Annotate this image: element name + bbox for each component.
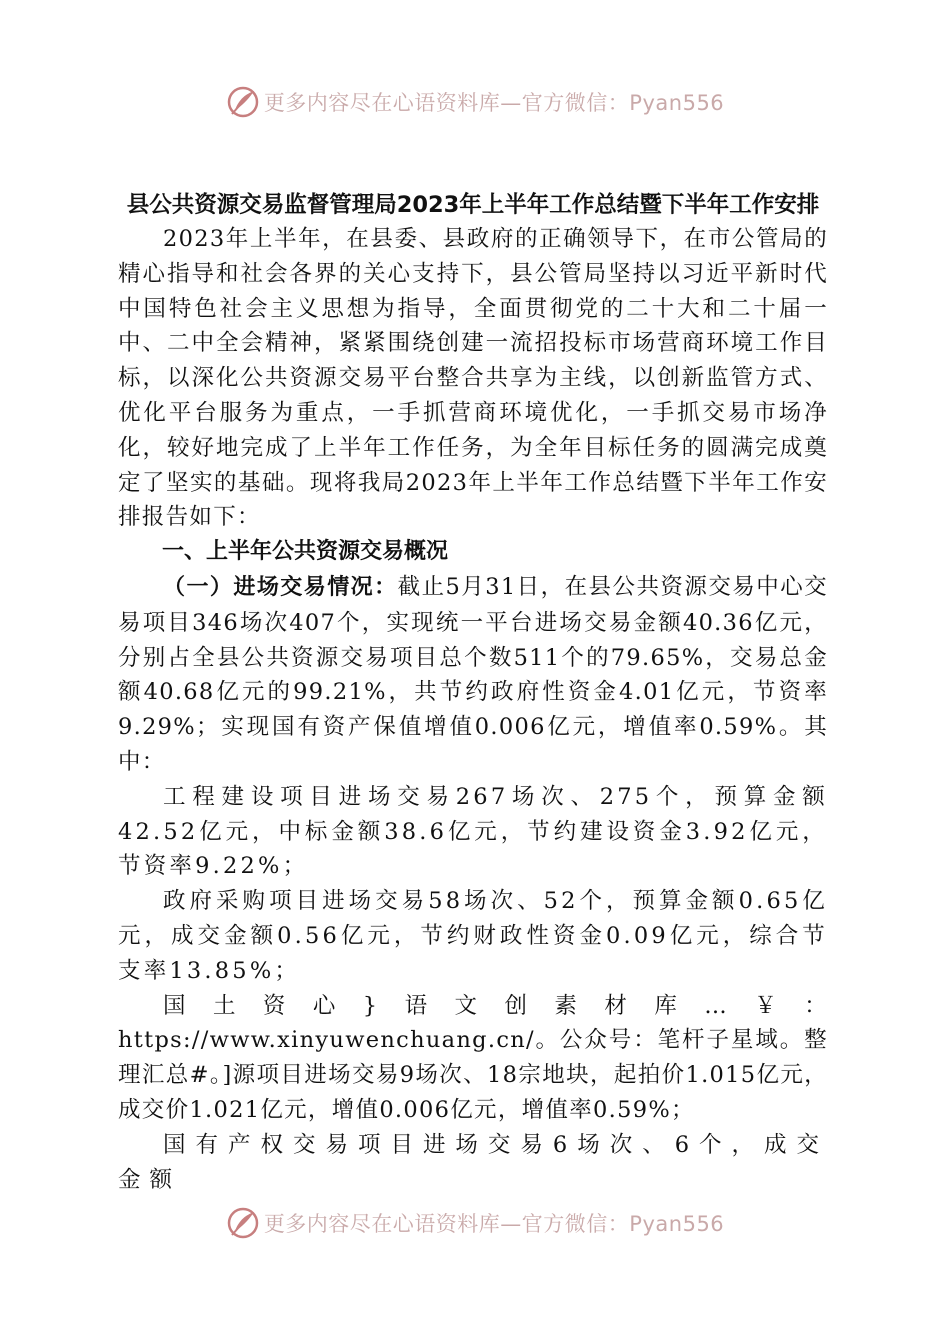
watermark-banner-top [0,82,950,122]
property-paragraph: 国有产权交易项目进场交易6场次、6个，成交金额 [118,1131,828,1193]
document-page [118,188,828,1197]
feather-circle-logo-icon [226,1206,260,1240]
feather-circle-logo-icon [226,85,260,119]
watermark-text: 更多内容尽在心语资料库—官方微信：Pyan556 [263,1212,725,1236]
land-paragraph: 国土资心}语文创素材库…￥：https://www.xinyuwenchuang.cn/。公众号：笔杆子星域。整理汇总#。]源项目进场交易9场次、18宗地块，起拍价1.015亿元，成交价1.021亿元，增值0.006亿元，增值率0.59%； [118,992,828,1123]
section-heading: 一、上半年公共资源交易概况 [162,539,449,565]
subsection-heading: （一）进场交易情况： [163,574,398,600]
watermark-text: 更多内容尽在心语资料库—官方微信：Pyan556 [263,91,725,115]
watermark-banner-bottom [0,1203,950,1243]
subsection-text: 截止5月31日，在县公共资源交易中心交易项目346场次407个，实现统一平台进场交易金额40.36亿元，分别占全县公共资源交易项目总个数511个的79.65%，交易总金额40.68亿元的99.21%，共节约政府性资金4.01亿元，节资率9.29%；实现国有资产保值增值0.006亿元，增值率0.59%。其中： [118,573,828,775]
document-title: 县公共资源交易监督管理局2023年上半年工作总结暨下半年工作安排 [126,192,820,218]
engineering-paragraph: 工程建设项目进场交易267场次、275个，预算金额42.52亿元，中标金额38.6亿元，节约建设资金3.92亿元，节资率9.22%； [118,783,828,880]
procurement-paragraph: 政府采购项目进场交易58场次、52个，预算金额0.65亿元，成交金额0.56亿元，节约财政性资金0.09亿元，综合节支率13.85%； [118,888,828,984]
subsection-paragraph [118,570,828,780]
intro-paragraph: 2023年上半年，在县委、县政府的正确领导下，在市公管局的精心指导和社会各界的关心支持下，县公管局坚持以习近平新时代中国特色社会主义思想为指导，全面贯彻党的二十大和二十届一中、二中全会精神，紧紧围绕创建一流招投标市场营商环境工作目标，以深化公共资源交易平台整合共享为主线，以创新监管方式、优化平台服务为重点，一手抓营商环境优化，一手抓交易市场净化，较好地完成了上半年工作任务，为全年目标任务的圆满完成奠定了坚实的基础。现将我局2023年上半年工作总结暨下半年工作安排报告如下： [118,226,828,531]
